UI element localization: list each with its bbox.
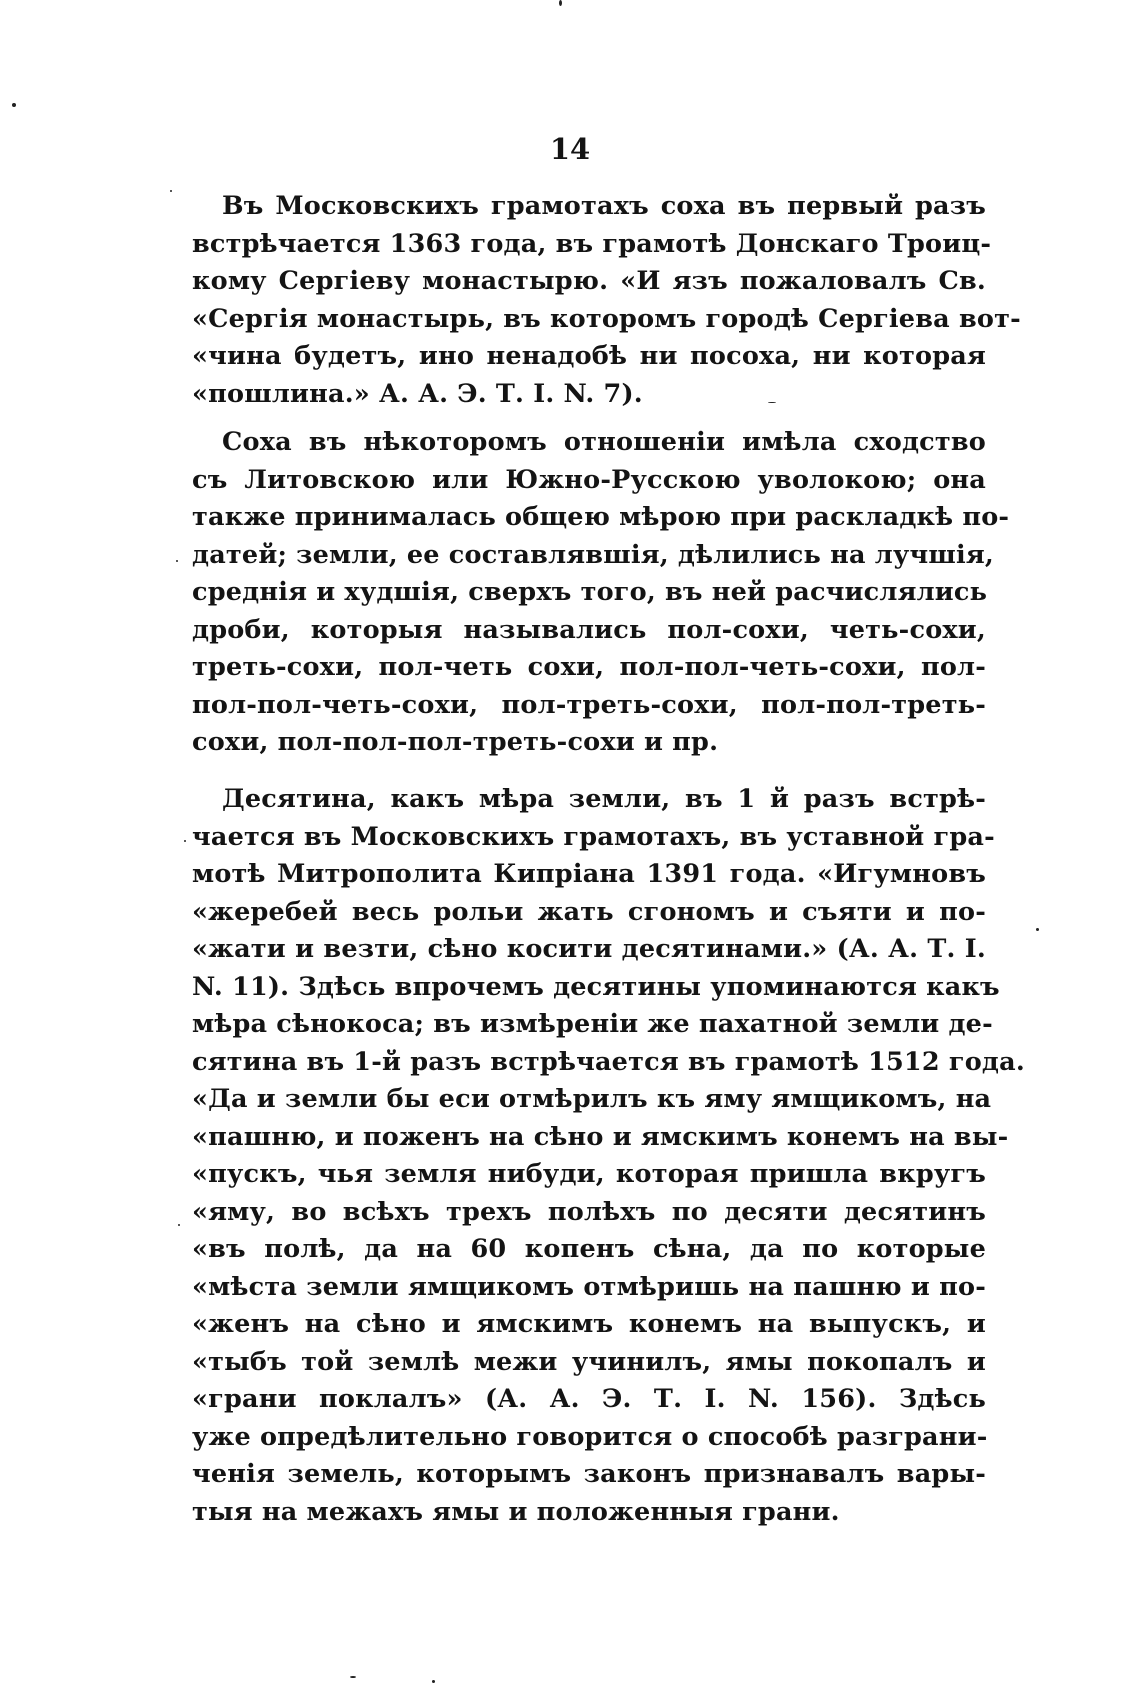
paragraph-soha-measure — [192, 424, 1010, 762]
text-line: дроби, которыя назывались пол-сохи, четь-сохи, — [192, 614, 986, 645]
text-line: чается въ Московскихъ грамотахъ, въ уставной гра- — [192, 821, 995, 852]
text-line: «яму, во всѣхъ трехъ полѣхъ по десяти десятинъ — [192, 1196, 986, 1227]
paragraph-soha-first-mention — [192, 188, 1021, 413]
text-line: среднія и худшія, сверхъ того, въ ней расчислялись — [192, 577, 988, 607]
text-line: «пашню, и поженъ на сѣно и ямскимъ конемъ на вы- — [192, 1121, 1009, 1152]
scan-speck — [176, 560, 178, 562]
scan-speck — [170, 190, 172, 192]
text-line: мѣра сѣнокоса; въ измѣреніи же пахатной земли де- — [192, 1009, 993, 1039]
page-number: 14 — [549, 132, 591, 166]
text-line: Соха въ нѣкоторомъ отношеніи имѣла сходство — [222, 427, 986, 457]
text-line: встрѣчается 1363 года, въ грамотѣ Донскаго Троиц- — [192, 228, 992, 259]
paragraph-desyatina — [192, 781, 1025, 1531]
scan-speck — [768, 402, 776, 403]
text-line: уже опредѣлительно говорится о способѣ разграни- — [192, 1421, 988, 1452]
text-line: кому Сергіеву монастырю. «И язъ пожаловалъ Св. — [192, 266, 986, 296]
text-line: Десятина, какъ мѣра земли, въ 1 й разъ встрѣ- — [222, 784, 986, 814]
text-line: треть-сохи, пол-четь сохи, пол-пол-четь-сохи, пол- — [192, 652, 986, 682]
text-line: тыя на межахъ ямы и положенныя грани. — [192, 1496, 840, 1527]
text-line: пол-пол-четь-сохи, пол-треть-сохи, пол-пол-треть- — [192, 689, 986, 720]
text-line: датей; земли, ее составлявшія, дѣлились на лучшія, — [192, 539, 994, 570]
text-line: сятина въ 1-й разъ встрѣчается въ грамотѣ 1512 года. — [192, 1046, 1025, 1077]
text-line: Въ Московскихъ грамотахъ соха въ первый разъ — [222, 191, 986, 221]
text-line: «жати и везти, сѣно косити десятинами.» (А. А. Т. I. — [192, 934, 986, 964]
scan-speck — [178, 1224, 180, 1226]
text-line: «Да и земли бы еси отмѣрилъ къ яму ямщикомъ, на — [192, 1084, 992, 1114]
scan-speck — [350, 1676, 356, 1678]
text-line: «чина будетъ, ино ненадобѣ ни посоха, ни которая — [192, 341, 986, 371]
text-line: «въ полѣ, да на 60 копенъ сѣна, да по которые — [192, 1234, 986, 1264]
text-line: «пошлина.» А. А. Э. Т. I. N. 7). — [192, 378, 643, 409]
text-line: ченія земель, которымъ законъ признавалъ вары- — [192, 1459, 986, 1489]
text-line: также принималась общею мѣрою при раскладкѣ по- — [192, 502, 1010, 532]
text-line: «мѣста земли ямщикомъ отмѣришь на пашню и по- — [192, 1271, 986, 1302]
scan-speck — [12, 103, 16, 107]
scan-speck — [184, 840, 186, 842]
text-line: «тыбъ той землѣ межи учинилъ, ямы покопалъ и — [192, 1346, 986, 1377]
text-line: N. 11). Здѣсь впрочемъ десятины упоминаются какъ — [192, 971, 1000, 1002]
text-line: съ Литовскою или Южно-Русскою уволокою; она — [192, 464, 986, 495]
text-line: «женъ на сѣно и ямскимъ конемъ на выпускъ, и — [192, 1309, 986, 1339]
text-line: «пускъ, чья земля нибуди, которая пришла вкругъ — [192, 1159, 986, 1189]
scan-speck — [432, 1680, 435, 1683]
text-line: «Сергія монастырь, въ которомъ городѣ Сергіева вот- — [192, 303, 1021, 334]
text-line: мотѣ Митрополита Кипріана 1391 года. «Игумновъ — [192, 859, 986, 889]
text-line: сохи, пол-пол-пол-треть-сохи и пр. — [192, 727, 719, 757]
scan-speck — [559, 0, 562, 6]
text-line: «жеребей весь рольи жать сгономъ и съяти и по- — [192, 896, 986, 927]
scan-speck — [1036, 928, 1039, 931]
text-line: «грани поклалъ» (А. А. Э. Т. I. N. 156). Здѣсь — [192, 1384, 986, 1414]
